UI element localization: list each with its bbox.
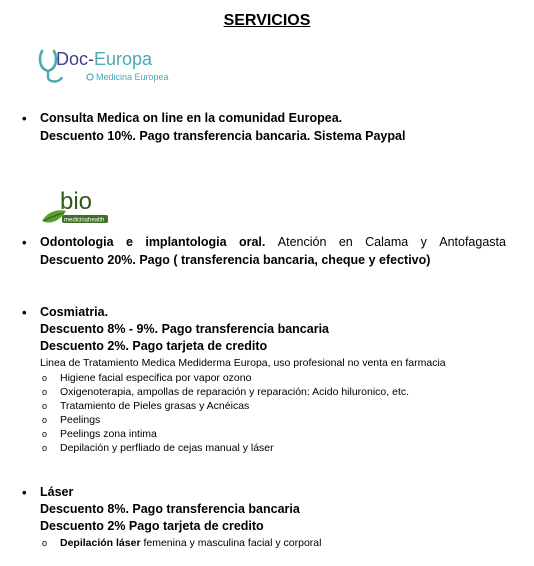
bio-logo bbox=[40, 185, 112, 229]
discount-line: Descuento 10%. Pago transferencia bancaria. Sistema Paypal bbox=[40, 129, 406, 143]
list-item: Tratamiento de Pieles grasas y Acnéicas bbox=[60, 400, 250, 412]
logo-doc-text: Doc- bbox=[56, 49, 95, 69]
product-note: Linea de Tratamiento Medica Mediderma Europa, uso profesional no venta en farmacia bbox=[40, 357, 446, 369]
svg-text:Doc-Europa bbox=[56, 49, 153, 69]
logo-dot-icon bbox=[87, 74, 93, 80]
discount-line: Descuento 2% Pago tarjeta de credito bbox=[40, 519, 264, 533]
page-title: SERVICIOS bbox=[223, 12, 311, 29]
service-heading: Cosmiatria. bbox=[40, 305, 109, 319]
service-heading: Láser bbox=[40, 485, 74, 499]
list-item: Depilación y perfliado de cejas manual y láser bbox=[60, 442, 274, 454]
list-item: Peelings bbox=[60, 414, 101, 426]
logo-tagline: Medicina Europea bbox=[96, 72, 169, 82]
bio-word: bio bbox=[60, 188, 93, 215]
discount-line: Descuento 8%. Pago transferencia bancaria bbox=[40, 502, 300, 516]
bullet: • bbox=[22, 235, 27, 250]
list-item: Depilación láser femenina y masculina facial y corporal bbox=[60, 537, 322, 549]
service-heading: Odontologia e implantologia oral. Atención en Calama y Antofagasta bbox=[40, 235, 506, 249]
bullet: • bbox=[22, 111, 27, 126]
doc-europa-logo bbox=[36, 45, 176, 87]
discount-line: Descuento 8% - 9%. Pago transferencia bancaria bbox=[40, 322, 329, 336]
discount-line: Descuento 20%. Pago ( transferencia bancaria, cheque y efectivo) bbox=[40, 253, 431, 267]
list-item: Higiene facial especifica por vapor ozono bbox=[60, 372, 252, 384]
bullet: • bbox=[22, 305, 27, 320]
list-item: Oxigenoterapia, ampollas de reparación y reparación: Acido hiluronico, etc. bbox=[60, 386, 410, 398]
service-heading: Consulta Medica on line en la comunidad Europea. bbox=[40, 111, 343, 125]
logo-europa-text: Europa bbox=[94, 49, 153, 69]
bio-tagline: medicinahealth bbox=[64, 217, 105, 224]
list-item: Peelings zona intima bbox=[60, 428, 157, 440]
discount-line: Descuento 2%. Pago tarjeta de credito bbox=[40, 339, 268, 353]
bullet: • bbox=[22, 485, 27, 500]
